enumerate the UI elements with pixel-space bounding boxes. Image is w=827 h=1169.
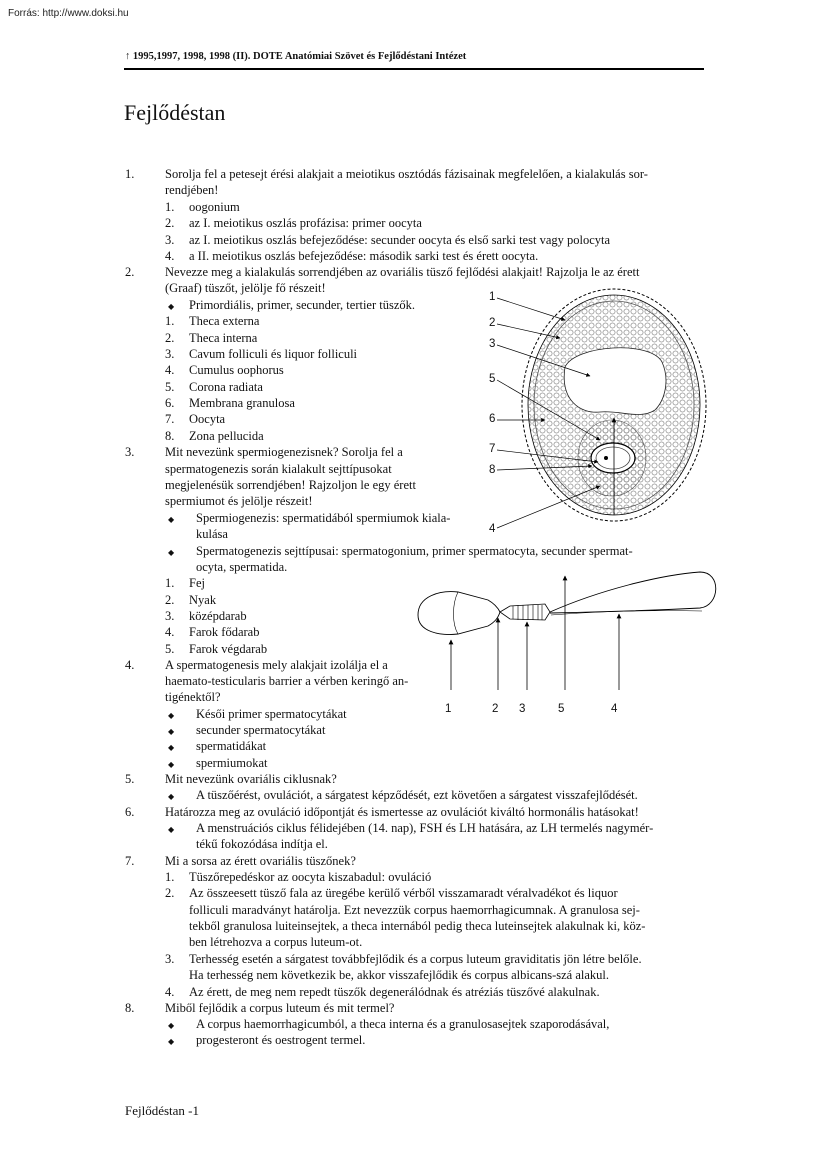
list-num: 7. [165, 412, 175, 426]
bullet-text: A corpus haemorrhagicumból, a theca interna és a granulosasejtek szaporodásával, [196, 1017, 610, 1031]
sperm-label: 1 [445, 703, 452, 715]
q6-number: 6. [125, 805, 135, 819]
q3-line: spermatogenezis során kialakult sejttípusokat [165, 462, 392, 476]
follicle-label: 1 [489, 291, 496, 303]
list-num: 5. [165, 380, 175, 394]
sperm-midpiece [500, 604, 550, 620]
list-item: az I. meiotikus oszlás befejeződése: secunder oocyta és első sarki test vagy polocyta [189, 233, 611, 247]
list-item: Terhesség esetén a sárgatest továbbfejlődik és a corpus luteum graviditatis jön létre belőle. [189, 952, 642, 966]
q6-line: Határozza meg az ovuláció időpontját és ismertesse az ovulációt kiváltó hormonális hatásokat! [165, 805, 639, 819]
q4-line: haemato-testicularis barrier a vérben keringő an- [165, 674, 409, 688]
q2-line: (Graaf) tüszőt, jelölje fő részeit! [165, 281, 326, 295]
bullet-text: A tüszőérést, ovulációt, a sárgatest képződését, ezt követően a sárgatest visszafejlődését. [196, 788, 638, 802]
bullet-icon: ◆ [168, 743, 175, 752]
list-item: Az érett, de meg nem repedt tüszők degenerálódnak és atréziás tüszővé alakulnak. [189, 985, 600, 999]
list-item: középdarab [189, 609, 247, 623]
list-num: 3. [165, 609, 175, 623]
list-item: Membrana granulosa [189, 396, 295, 410]
follicle-label: 4 [489, 523, 496, 535]
q2-line: Nevezze meg a kialakulás sorrendjében az ovariális tüsző fejlődési alakjait! Rajzolja le az érett [165, 265, 640, 279]
list-num: 2. [165, 886, 175, 900]
q7-line: Mi a sorsa az érett ovariális tüszőnek? [165, 854, 356, 868]
list-item: Farok végdarab [189, 642, 268, 656]
list-num: 3. [165, 952, 175, 966]
sperm-label: 2 [492, 703, 499, 715]
bullet-icon: ◆ [168, 548, 175, 557]
bullet-icon: ◆ [168, 792, 175, 801]
list-num: 2. [165, 593, 175, 607]
list-item: Theca interna [189, 331, 258, 345]
list-item: a II. meiotikus oszlás befejeződése: második sarki test és érett oocyta. [189, 249, 539, 263]
list-item: Oocyta [189, 412, 226, 426]
list-num: 1. [165, 870, 175, 884]
list-num: 4. [165, 985, 175, 999]
list-num: 4. [165, 363, 175, 377]
bullet-icon: ◆ [168, 1021, 175, 1030]
bullet-icon: ◆ [168, 825, 175, 834]
sperm-diagram [418, 572, 716, 690]
list-item: folliculi maradványt határolja. Ezt nevezzük corpus haemorrhagicumnak. A granulosa sej- [189, 903, 640, 917]
page-title: Fejlődéstan [124, 100, 226, 125]
sperm-label: 4 [611, 703, 618, 715]
list-item: ben létrehozva a corpus luteum-ot. [189, 935, 363, 949]
source-url: Forrás: http://www.doksi.hu [8, 8, 129, 19]
list-num: 4. [165, 625, 175, 639]
follicle-label: 5 [489, 373, 496, 385]
list-item: Ha terhesség nem következik be, akkor visszafejlődik és corpus albicans-szá alakul. [189, 968, 609, 982]
follicle-label: 6 [489, 413, 496, 425]
list-item: Fej [189, 576, 205, 590]
q4-line: A spermatogenesis mely alakjait izolálja el a [165, 658, 388, 672]
q1-number: 1. [125, 167, 135, 181]
q8-number: 8. [125, 1001, 135, 1015]
q2-number: 2. [125, 265, 135, 279]
sperm-tail [550, 572, 716, 613]
q4-line: tigénektől? [165, 690, 221, 704]
list-num: 2. [165, 216, 175, 230]
q3-line: Mit nevezünk spermiogenezisnek? Sorolja fel a [165, 445, 403, 459]
list-item: Az összeesett tüsző fala az üregébe kerülő vérből visszamaradt véralvadékot és liquor [189, 886, 618, 900]
list-item: Theca externa [189, 314, 260, 328]
bullet-text: spermiumokat [196, 756, 268, 770]
bullet-text: Késői primer spermatocytákat [196, 707, 347, 721]
bullet-text: Spermatogenezis sejttípusai: spermatogonium, primer spermatocyta, secunder spermat- [196, 544, 633, 558]
q4-number: 4. [125, 658, 135, 672]
bullet-text: spermatidákat [196, 739, 267, 753]
list-num: 5. [165, 642, 175, 656]
q3-line: megjelenésük sorrendjében! Rajzoljon le egy érett [165, 478, 416, 492]
bullet-text: ocyta, spermatida. [196, 560, 288, 574]
list-num: 1. [165, 314, 175, 328]
oocyte-nucleus [604, 456, 608, 460]
oocyta [596, 447, 630, 469]
follicle-label: 8 [489, 464, 496, 476]
follicle-label: 7 [489, 443, 496, 455]
list-num: 1. [165, 200, 175, 214]
bullet-text: A menstruációs ciklus félidejében (14. nap), FSH és LH hatására, az LH termelés nagymér- [196, 821, 654, 835]
q3-number: 3. [125, 445, 135, 459]
list-num: 8. [165, 429, 175, 443]
list-num: 6. [165, 396, 175, 410]
list-item: Cumulus oophorus [189, 363, 284, 377]
list-item: Nyak [189, 593, 217, 607]
list-item: Farok fődarab [189, 625, 260, 639]
follicle-label: 2 [489, 317, 496, 329]
bullet-icon: ◆ [168, 1037, 175, 1046]
bullet-icon: ◆ [168, 760, 175, 769]
follicle-label: 3 [489, 338, 496, 350]
q3-line: spermiumot és jelölje részeit! [165, 494, 313, 508]
bullet-text: Primordiális, primer, secunder, tertier tüszők. [189, 298, 416, 312]
q8-line: Miből fejlődik a corpus luteum és mit termel? [165, 1001, 395, 1015]
list-num: 3. [165, 233, 175, 247]
bullet-icon: ◆ [168, 711, 175, 720]
bullet-icon: ◆ [168, 515, 175, 524]
cavum-folliculi [564, 348, 666, 415]
pointer-line [497, 298, 565, 320]
bullet-text: tékű fokozódása indítja el. [196, 837, 328, 851]
bullet-text: kulása [196, 527, 228, 541]
page-footer: Fejlődéstan -1 [125, 1103, 200, 1118]
bullet-text: progesteront és oestrogent termel. [196, 1033, 366, 1047]
q5-number: 5. [125, 772, 135, 786]
list-num: 1. [165, 576, 175, 590]
sperm-label: 5 [558, 703, 565, 715]
bullet-icon: ◆ [168, 727, 175, 736]
list-item: Cavum folliculi és liquor folliculi [189, 347, 358, 361]
list-item: az I. meiotikus oszlás profázisa: primer oocyta [189, 216, 422, 230]
bullet-text: secunder spermatocytákat [196, 723, 326, 737]
q7-number: 7. [125, 854, 135, 868]
list-item: Zona pellucida [189, 429, 264, 443]
q1-line: rendjében! [165, 183, 219, 197]
q5-line: Mit nevezünk ovariális ciklusnak? [165, 772, 337, 786]
list-item: tekből granulosa luiteinsejtek, a theca internából pedig theca luteinsejtek alakulnak ki, köz- [189, 919, 646, 933]
bullet-icon: ◆ [168, 302, 175, 311]
list-item: Tüszőrepedéskor az oocyta kiszabadul: ovuláció [189, 870, 432, 884]
page-header: ↑ 1995,1997, 1998, 1998 (II). DOTE Anatómiai Szövet és Fejlődéstani Intézet [125, 51, 467, 62]
list-item: Corona radiata [189, 380, 263, 394]
sperm-label: 3 [519, 703, 526, 715]
list-num: 3. [165, 347, 175, 361]
list-num: 2. [165, 331, 175, 345]
sperm-head [418, 592, 500, 635]
list-item: oogonium [189, 200, 240, 214]
bullet-text: Spermiogenezis: spermatidából spermiumok kiala- [196, 511, 451, 525]
q1-line: Sorolja fel a petesejt érési alakjait a meiotikus osztódás fázisainak megfelelően, a kialakulás sor- [165, 167, 648, 181]
list-num: 4. [165, 249, 175, 263]
